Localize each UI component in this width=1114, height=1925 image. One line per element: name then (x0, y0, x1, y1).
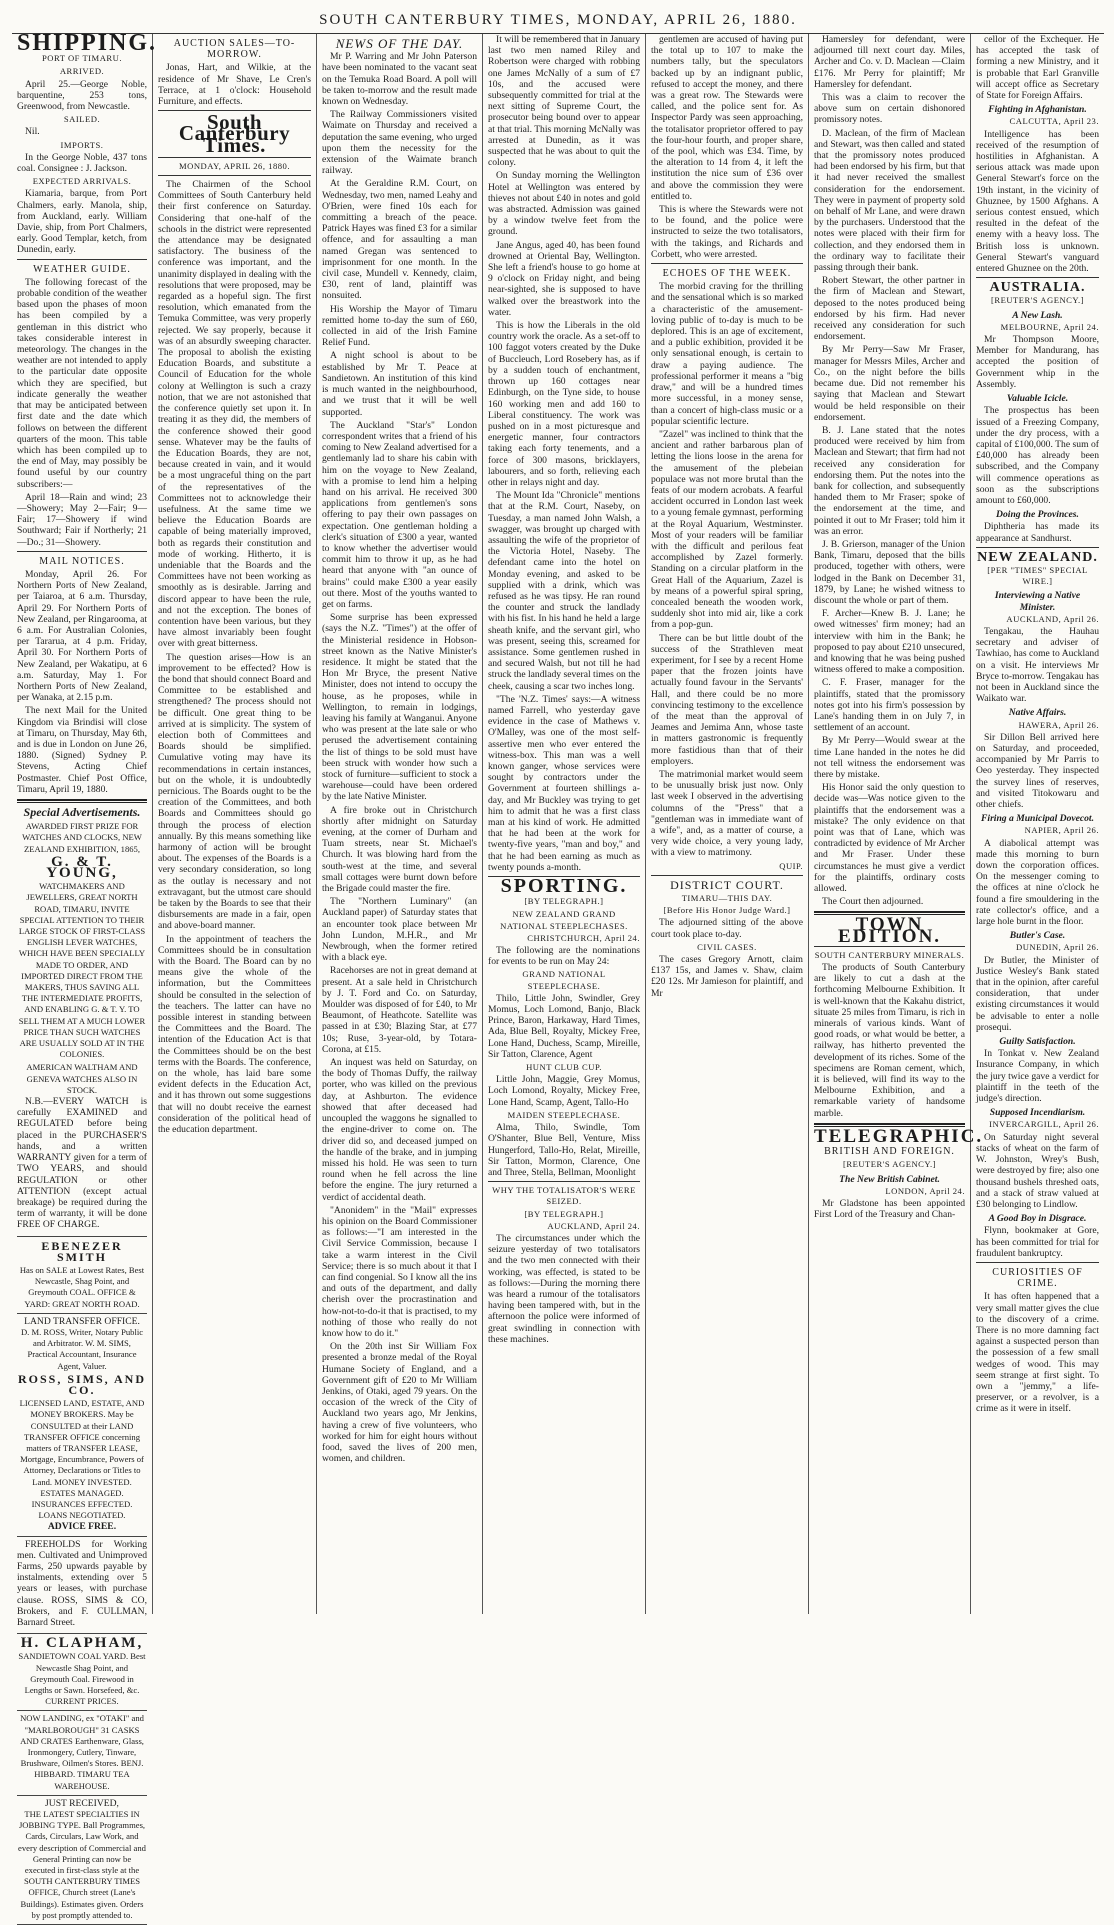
expected-text: Kiamaria, barque, from Port Chalmers, early. Manola, ship, from Auckland, early. William Davie, ship, from Port Chalmers, early. Good Templar, ketch, from Dunedin, early. (17, 188, 147, 256)
court-paragraph: By Mr Perry—Saw Mr Fraser, manager for Messrs Miles, Archer and Co., on the night before the bills became due. Did not remember his saying that Maclean and Stewart would be held responsible on their endorsement. (814, 344, 965, 423)
minerals-heading: SOUTH CANTERBURY MINERALS. (814, 949, 965, 960)
grand-national-heading: GRAND NATIONAL STEEPLECHASE. (522, 969, 606, 991)
court-paragraph: F. Archer—Knew B. J. Lane; he owed witnesses' firm money; had an interview with him in the Bank; he proposed to pay about £210 unsecured, and knowing that he was being pushed witness offered to make a composition. (814, 608, 965, 676)
expected-label: EXPECTED ARRIVALS. (32, 176, 132, 187)
news-paragraph: The "Northern Luminary" (an Auckland paper) of Saturday states that an encounter took place between Mr John Lundon, M.H.R., and Mr Newbrough, when the former retired with a black eye. (322, 896, 477, 964)
waltham-line: AMERICAN WALTHAM AND GENEVA WATCHES ALSO IN STOCK. (26, 1062, 138, 1095)
printing-ad (17, 1796, 147, 1925)
news-paragraph: A fire broke out in Christchurch shortly after midnight on Saturday evening, at the corner of Durham and Tuam streets, near St. Michael's Church. It was blowing hard from the south-west at the time, and several small cottages were burnt down before the Brigade could master the fire. (322, 804, 477, 895)
court-paragraph: This was a claim to recover the above sum on certain dishonored promissory notes. (814, 92, 965, 126)
hunt-club-heading: HUNT CLUB CUP. (526, 1062, 602, 1073)
echoes-paragraph: There can be but little doubt of the success of the Strathleven meat experiment, for I see by a recent Home paper that the frozen joints have actually found favour in the Servants' Hall, and there could be no more convincing testimony to the excellence of the meat than the approval of Jeames and Jemima Ann, whose taste in matters gastronomic is frequently more fastidious than that of their employers. (651, 632, 803, 767)
page-masthead: SOUTH CANTERBURY TIMES, MONDAY, APRIL 26, 1880. (12, 8, 1104, 34)
mail-note: The next Mail for the United Kingdom via Brindisi will close at Timaru, on Thursday, May 6th, and is due in London on June 26, 1880. (Signed) Sydney P. Stevens, Acting Chief Postmaster. Chief Post Office, Timaru, April 19, 1880. (17, 705, 147, 795)
news-paragraph: His Worship the Mayor of Timaru remitted home to-day the sum of £60, collected in aid of the Irish Famine Relief Fund. (322, 303, 477, 349)
news-paragraph: gentlemen are accused of having put the total up to 107 to make the numbers tally, but the speculators backed up by an indignant public, refused to accept the money, and there was a great row. The Stewards were called, and the police sent for. As Inspector Pardy was seen approaching, the totalisator proprietor offered to pay the four-hour fourth, and proper share, of the pool, which was £34. Time, by the alteration to 14 from 4, it left the institution the nice sum of £36 over and above the commission they were entitled to. (651, 34, 803, 202)
reuter-tag: [REUTER'S AGENCY.] (991, 295, 1084, 306)
divider (158, 157, 311, 158)
court-paragraph: B. J. Lane stated that the notes produced were received by him from Maclean and Stewart; that firm had not received any consideration for endorsing them. Put the notes into the bank for collection, and subsequently handed them to Mr Fraser; spoke of the endorsement at the time, and pointed it out to Mr Fraser; told him it was an error. (814, 424, 965, 537)
cabinet-heading: The New British Cabinet. (839, 1173, 940, 1185)
divider (158, 175, 311, 176)
telegram-paragraph: The prospectus has been issued of a Freezing Company, under the dry process, with a capital of £100,000. The sum of £40,000 has already been subscribed, and the Company will commence operations as soon as the subscriptions amount to £60,000. (976, 405, 1099, 506)
received-text: THE LATEST SPECIALTIES IN JOBBING TYPE. Ball Programmes, Cards, Circulars, Law Work, and every description of Commercial and General Printing can now be executed in first-class style at the SOUTH CANTERBURY TIMES OFFICE, Church street (Lane's Buildings). Estimates given. Orders by post promptly attended to. (18, 1809, 146, 1920)
young-text: WATCHMAKERS AND JEWELLERS, GREAT NORTH ROAD, TIMARU, INVITE SPECIAL ATTENTION TO THEIR LARGE STOCK OF FIRST-CLASS ENGLISH LEVER WATCHES, WHICH HAVE BEEN SPECIALLY MADE TO ORDER, AND IMPORTED DIRECT FROM THE MAKERS, THUS SAVING ALL THE INTERMEDIATE PROFITS, AND ENABLING G. & T. Y. TO SELL THEM AT A MUCH LOWER PRICE THAN SUCH WATCHES ARE USUALLY SOLD AT IN THE COLONIES. (18, 881, 146, 1060)
court-paragraph: D. Maclean, of the firm of Maclean and Stewart, was then called and stated that the promissory notes produced had been endorsed by his firm, but that it had never received the smallest consideration for the endorsement. They were in payment of property sold on behalf of Mr Lane, and were drawn by the purchasers. Understood that the notes were placed with their firm for collection, and they endorsed them in the ordinary way to facilitate their passing through their bank. (814, 127, 965, 274)
totalisator-heading: WHY THE TOTALISATOR'S WERE SEIZED. (492, 1185, 636, 1207)
special-wire-tag: [PER "TIMES" SPECIAL WIRE.] (987, 564, 1088, 587)
grand-national-list: Thilo, Little John, Swindler, Grey Momus, Loch Lomond, Banjo, Black Prince, Baron, Harkaway, Hard Times, Ada, Blue Bell, Royalty, Mickey Free, Lone Hand, Duchess, Scamp, Mireille, Sir Tatton, Clarence, Agent (488, 992, 640, 1060)
divider (488, 1181, 640, 1182)
mail-heading: MAIL NOTICES. (39, 555, 125, 567)
clapham-name: H. CLAPHAM, (20, 1635, 144, 1652)
divider (976, 277, 1099, 278)
dovecot-heading: Firing a Municipal Dovecot. (981, 813, 1094, 825)
arrived-label: ARRIVED. (59, 66, 105, 77)
smith-ad (17, 1237, 147, 1314)
telegram-paragraph: Sir Dillon Bell arrived here on Saturday, and proceeded, accompanied by Mr Parris to Oeo yesterday. They inspected the survey lines of reserves, and visited Titokowaru and other chiefs. (976, 731, 1099, 810)
news-heading: NEWS OF THE DAY. (335, 36, 464, 51)
mail-text: Monday, April 26. For Northern Ports of New Zealand, per Taiaroa, at 6 a.m. Thursday, April 29. For Northern Ports of New Zealand, per Ringarooma, at 6 a.m. For Australian Colonies, per Tararua, at 4 p.m. Friday, April 30. For Northern Ports of New Zealand, per Wakatipu, at 6 a.m. Saturday, May 1. For Northern Ports of New Zealand, per Wanaka, at 2.15 p.m. (17, 568, 147, 704)
christchurch-dateline: CHRISTCHURCH, April 24. (527, 932, 640, 943)
column-shipping (12, 30, 158, 1920)
hibbard-ad (17, 1711, 147, 1795)
editorial-paragraph: The question arises—How is an improvement to be effected? How is the bond that should connect Board and Committee to be established and strengthened? The process should not be difficult. One great thing to be arrived at is simplicity. The system of election both of Committees and Boards should be simplified. Cumulative voting may have its recommendations in certain instances, but on the whole, it is undoubtedly pernicious. The Boards ought to be the creation of the Committees, and both Boards and Committees should go through the process of election annually. By this means something like harmony of action will be brought about. The expenses of the Boards is a very secondary consideration, so long as the outlay is necessary and not extravagant, but the utmost care should be taken by the Boards to see that their disbursements are made in a fair, open and above-board manner. (158, 651, 311, 932)
news-paragraph: Racehorses are not in great demand at present. At a sale held in Christchurch by J. T. Ford and Co. on Saturday, Moulder was disposed of for £40, to Mr Beaumont, of Heathcote. Satellite was passed in at £30; Blazing Star, at £77 10s; Ruse, 3-year-old, by Totara-Corona, at £15. (322, 965, 477, 1055)
news-paragraph: An inquest was held on Saturday, on the body of Thomas Duffy, the railway porter, who was killed on the previous day, at Ashburton. The evidence showed that after deceased had uncoupled the waggons he signalled to the engine-driver to come on. The driver did so, and deceased jumped on the handle of the brake, and in jumping missed his hold. He was seen to turn round when he fell across the line before the engine. The jury returned a verdict of accidental death. (322, 1057, 477, 1203)
totalisator-text: The circumstances under which the seizure yesterday of two totalisators and the two men connected with their working, was effected, is stated to be as follows:—During the morning there was heard a rumour of the totalisators having been tampered with, but in the afternoon the police were informed of great swindling in connection with these machines. (488, 1232, 640, 1345)
clapham-ad (17, 1634, 147, 1711)
court-paragraph: His Honor said the only question to decide was—Was notice given to the plaintiffs that the endorsement was a mistake? The only evidence on that point was that of Lane, which was contradicted by evidence of Mr Archer and Mr Fraser. Under these circumstances he must give a verdict for the plaintiffs, ordinary costs allowed. (814, 782, 965, 895)
divider (651, 875, 803, 876)
news-paragraph: Jane Angus, aged 40, has been found drowned at Oriental Bay, Wellington. She left a friend's house to go home at 9 o'clock on Friday night, and being near-sighted, she is supposed to have walked over the breastwork into the water. (488, 239, 640, 318)
afghan-heading: Fighting in Afghanistan. (988, 104, 1087, 116)
lash-heading: A New Lash. (1012, 309, 1063, 321)
news-paragraph: This is where the Stewards were not to be found, and the police were instructed to seize the two totalisators, with the takings, and Richards and Corbett, who were arrested. (651, 204, 803, 260)
auction-text: Jonas, Hart, and Wilkie, at the residence of Mr Shave, Le Cren's Terrace, at 1 o'clock: Household Furniture, and effects. (158, 62, 311, 108)
landing-text: NOW LANDING, ex "OTAKI" and "MARLBOROUGH" 31 CASKS AND CRATES Earthenware, Glass, Ironmongery, Cutlery, Tinware, Brushware, Oilmen's Stores. BENJ. HIBBARD. TIMARU TEA WAREHOUSE. (20, 1713, 144, 1791)
young-watches-ad (17, 819, 147, 1236)
telegram-paragraph: In Tonkat v. New Zealand Insurance Company, in which the jury twice gave a verdict for plaintiff in the teeth of the judge's direction. (976, 1048, 1099, 1105)
echoes-paragraph: The morbid craving for the thrilling and the sensational which is so marked a characteristic of the amusement-loving public of to-day is much to be deplored. This is an age of excitement, and a public exhibition, provided it be only sensational enough, is certain to draw a paying audience. The professional performer it means a "big draw," and will be a hundred times more successful, in a money sense, than a concert of high-class music or a popular scientific lecture. (651, 281, 803, 427)
court-paragraph: Robert Stewart, the other partner in the firm of Maclean and Stewart, deposed to the notes produced being endorsed by his firm. Had never received any consideration for such endorsement. (814, 275, 965, 343)
civil-cases-text: The cases Gregory Arnott, claim £137 15s, and James v. Shaw, claim £20 12s. Mr Jamieson for plaintiff, and Mr (651, 954, 803, 999)
news-paragraph: The Auckland "Star's" London correspondent writes that a friend of his coming to New Zealand advertised for a gentlemanly lad to share his cabin with him on the voyage to New Zealand, with a promise to lend him a helping hand on his arrival. He received 300 applications from gentlemen's sons offering to pay their own passages on expectation. One gentleman holding a clerk's situation of £300 a year, wanted to know whether the advertiser would commit him to throw it up, as he had heard that anyone with "an ounce of brains" could make £300 a year easily out there. Most of the youths wanted to get on farms. (322, 419, 477, 610)
editorial-dateline: MONDAY, APRIL 26, 1880. (179, 160, 290, 171)
auckland-dateline: AUCKLAND, April 24. (547, 1220, 640, 1231)
shipping-heading: SHIPPING. (17, 30, 158, 56)
weather-list: April 18—Rain and wind; 23—Showery; May 2—Fair; 9—Fair; 17—Showery if wind Southward; Fair if Northerly; 21—Do.; 31—Showery. (17, 491, 147, 548)
news-paragraph: The Railway Commissioners visited Waimate on Thursday and received a deputation the same evening, who urged upon them the necessity for the extension of the Waimate branch railway. (322, 109, 477, 177)
steeplechase-heading: NEW ZEALAND GRAND NATIONAL STEEPLECHASES. (500, 909, 628, 931)
quip-signature: QUIP. (779, 860, 803, 871)
divider (976, 1262, 1099, 1263)
telegram-paragraph: Intelligence has been received of the resumption of hostilities in Afghanistan. A serious attack was made upon General Stewart's force on the 19th instant, in the vicinity of Ghuznee, by 1500 Afghans. A serious contest ensued, which resulted in the defeat of the enemy with a heavy loss. The British loss is unknown. General Stewart's vanguard entered Ghuznee on the 20th. (976, 128, 1099, 275)
sporting-heading: SPORTING. (500, 875, 628, 898)
provinces-heading: Doing the Provinces. (996, 509, 1079, 521)
invercargill-dateline: INVERCARGILL, April 26. (989, 1119, 1099, 1130)
imports-text: In the George Noble, 437 tons coal. Consignee : J. Jackson. (17, 151, 147, 175)
column-news-of-the-day (317, 34, 483, 1614)
divider (17, 551, 147, 552)
news-paragraph: "The 'N.Z. Times' says:—A witness named Farrell, who yesterday gave evidence in the case of Mathews v. O'Malley, was one of the most self-assertive men who ever entered the witness-box. This man was a well known ganger, whose services were sought by contractors under the Government at fourteen shillings a-day, and Mr Buckley was trying to get him to admit that he was a first class man at his kind of work. He admitted that he had been at the work for twenty-five years, "man and boy," and that he had been earning as much as twenty pounds a-month. (488, 693, 640, 873)
telegram-paragraph: Flynn, bookmaker at Gore, has been committed for trial for fraudulent bankruptcy. (976, 1225, 1099, 1259)
land-heading: LAND TRANSFER OFFICE. (24, 1315, 140, 1327)
maiden-heading: MAIDEN STEEPLECHASE. (507, 1109, 621, 1120)
smith-text: Has on SALE at Lowest Rates, Best Newcastle, Shag Point, and Greymouth COAL. OFFICE & YARD: GREAT NORTH ROAD. (19, 1264, 145, 1309)
sailed-label: SAILED. (63, 114, 101, 125)
crime-paragraph: It has often happened that a very small matter gives the clue to the discovery of a crime. There is no more damning fact against a suspected person than the possession of a few small wedges of wood. This may seem strange at first sight. To own a "jemmy," a life-preserver, or a revolver, is a crime as it were in itself. (976, 1291, 1099, 1415)
news-paragraph: Some surprise has been expressed (says the N.Z. "Times") at the offer of the Ministerial residence in Hobson-street known as the Native Minister's residence. It might be stated that the Hon Mr Bryce, the present Native Minister, does not intend to occupy the house, as he proposes, while in Wellington, to remain in lodgings, leaving his family at Wanganui. Anyone who was present at the late sale or who perused the advertisement containing the list of things to be sold must have been struck with wonder how such a stock of furniture—sufficient to stock a warehouse—could have been ordered by the late Native Minister. (322, 612, 477, 803)
napier-dateline: NAPIER, April 26. (1024, 825, 1099, 836)
news-paragraph: On the 20th inst Sir William Fox presented a bronze medal of the Royal Humane Society of England, and a Government gift of £20 to Mr William Jenkins, of Otaki, aged 79 years. On the occasion of the wreck of the City of Auckland two years ago, Mr Jenkins, having a crew of five volunteers, who worked for him for eight hours without food, saved the lives of 200 men, women, and children. (322, 1341, 477, 1465)
butlers-heading: Butler's Case. (1009, 930, 1066, 942)
nominations-intro: The following are the nominations for events to be run on May 24: (488, 945, 640, 968)
column-container (12, 30, 1104, 1920)
new-zealand-heading: NEW ZEALAND. (977, 549, 1098, 565)
maiden-list: Alma, Thilo, Swindle, Tom O'Shanter, Blue Bell, Venture, Miss Hungerford, Tallo-Ho, Relat, Mireille, Sir Tatton, Mormon, Clarence, One and Three, Stella, Bellman, Moonlight (488, 1122, 640, 1178)
divider (651, 263, 803, 264)
news-paragraph: "Anonidem" in the "Mail" expresses his opinion on the Board Commissioner as follows:—"I am interested in the Civil Service Commission, because I take a warm interest in the Civil Service; there is so much about it that I can find congenial. So I know all the ins and outs of the department, and dally cherish over the procrastination and how-not-to-do-it that is practised, to my nothing of those who really do not know how to do it." (322, 1204, 477, 1339)
minerals-text: The products of South Canterbury are likely to cut a dash at the forthcoming Melbourne Exhibition. It is well-known that the Kakahu district, situate 25 miles from Timaru, is rich in minerals of various kinds. Want of good roads, or what would be better, a railway, has hitherto prevented the development of its riches. Some of the specimens are Roman cement, which, it is believed, will find its way to the Melbourne Exhibition, and a remarkable variety of handsome marble. (814, 962, 965, 1119)
telegram-paragraph: Diphtheria has made its appearance at Sandhurst. (976, 521, 1099, 544)
column-news-sporting (483, 34, 646, 1614)
native-affairs-heading: Native Affairs. (1008, 707, 1067, 719)
melbourne-dateline: MELBOURNE, April 24. (1000, 321, 1099, 332)
column-echoes (646, 34, 809, 1614)
advice-line: ADVICE FREE. (47, 1521, 117, 1533)
dunedin-dateline: DUNEDIN, April 26. (1016, 942, 1099, 953)
land-transfer-ad (17, 1314, 147, 1537)
news-paragraph: On Sunday morning the Wellington Hotel at Wellington was entered by thieves not about £40 in notes and gold was abstracted. Admission was gained by a window twelve feet from the ground. (488, 170, 640, 238)
incendiarism-heading: Supposed Incendiarism. (989, 1107, 1086, 1119)
reuter-tag: [REUTER'S AGENCY.] (843, 1159, 936, 1170)
court-paragraph: C. F. Fraser, manager for the plaintiffs, stated that the promissory notes got into his firm's possession by Lane's handing them in on July 7, in settlement of an account. (814, 677, 965, 734)
district-court-heading: DISTRICT COURT. (670, 877, 784, 892)
hawera-dateline: HAWERA, April 26. (1018, 719, 1099, 730)
calcutta-dateline: CALCUTTA, April 23. (1009, 116, 1099, 127)
civil-cases-label: CIVIL CASES. (697, 941, 757, 952)
telegram-paragraph: On Saturday night several stacks of wheat on the farm of W. Johnston, Wrey's Bush, were destroyed by fire; also one thousand bushels threshed oats, and a stack of straw valued at £30 belonging to Lindlow. (976, 1131, 1099, 1210)
ross-sims-name: ROSS, SIMS, AND CO. (17, 1371, 147, 1397)
divider (17, 799, 147, 803)
telegram-paragraph: A diabolical attempt was made this morning to burn down the corporation offices. On the messenger coming to the offices at nine o'clock he found a fire smouldering in the rate collector's office, and a large hole burnt in the floor. (976, 837, 1099, 928)
british-foreign-heading: BRITISH AND FOREIGN. (824, 1146, 955, 1158)
column-telegrams (971, 34, 1104, 1614)
telegram-paragraph: Mr Thompson Moore, Member for Mandurang, has accepted the position of Government whip in the Assembly. (976, 334, 1099, 390)
news-paragraph: This is how the Liberals in the old country work the oracle. As a set-off to 100 faggot voters created by the Duke of Buccleuch, Lord Rosebery has, as if by a sudden touch of enchantment, thrown up 160 cottages near Edinburgh, on the Tyne side, to house 160 working men and add 160 to Liberal constituency. The work was pushed on in a most picturesque and energetic manner, four contractors taking each forty tenements, and a force of 300 masons, bricklayers, labourers, and so forth, relieving each other in relays night and day. (488, 320, 640, 488)
weather-heading: WEATHER GUIDE. (33, 263, 131, 275)
court-paragraph: J. B. Grierson, manager of the Union Bank, Timaru, deposed that the bills produced, together with others, were lodged in the Bank on December 31, 1879, by Lane; he wished witness to discount the whole or part of them. (814, 538, 965, 606)
special-ads-heading: Special Advertisements. (23, 805, 141, 819)
court-text: The adjourned sitting of the above court took place to-day. (651, 917, 803, 940)
telegram-paragraph: Dr Butler, the Minister of Justice Wesley's Bank stated that in the opinion, after careful consideration, that under existing circumstances it would be advisable to enter a nolle prosequi. (976, 954, 1099, 1033)
imports-label: IMPORTS. (60, 139, 104, 150)
news-paragraph: At the Geraldine R.M. Court, on Wednesday, two men, named Leahy and O'Brien, were fined 10s each for committing a breach of the peace. Patrick Hayes was fined £3 for a similar offence, and for assaulting a man named Gregan was sentenced to imprisonment for one month. In the civil case, Mundell v. Kennedy, claim, £30, rent of land, plaintiff was nonsuited. (322, 178, 477, 302)
icicle-heading: Valuable Icicle. (1006, 393, 1069, 405)
freeholds-text: FREEHOLDS for Working men. Cultivated and Unimproved Farms, 250 upwards payable by instalments, extending over 5 years or leases, with purchase clause. ROSS, SIMS & CO, Brokers, and F. CULLMAN, Barnard Street. (17, 1538, 147, 1629)
telegraphic-heading: TELEGRAPHIC. (814, 1125, 984, 1147)
news-paragraph: The Mount Ida "Chronicle" mentions that at the R.M. Court, Naseby, on Tuesday, a man named John Walsh, a swagger, was brought up charged with assaulting the wife of the proprietor of the Victoria Hotel, Naseby. The defendant came into the hotel on Monday evening, and asked to be supplied with a drink, which was refused as he was tipsy. He ran round the counter and struck the landlady with his fist. In his hand he held a large sheath knife, and the servant girl, who was present, seeing this, screamed for assistance. Some gentlemen rushed in and secured Walsh, but not till he had struck the landlady several times on the cheek, causing a scar two inches long. (488, 490, 640, 692)
australia-heading: AUSTRALIA. (989, 280, 1086, 296)
court-judge: [Before His Honor Judge Ward.] (663, 905, 791, 916)
telegram-paragraph: cellor of the Exchequer. He has accepted the task of forming a new Ministry, and it is probable that Earl Granville will accept office as Secretary of State for Foreign Affairs. (976, 34, 1099, 102)
court-paragraph: The Court then adjourned. (822, 896, 924, 908)
court-paragraph: Hamersley for defendant, were adjourned till next court day. Miles, Archer and Co. v. D. Maclean —Claim £176. Mr Perry for plaintiff; Mr Hamersley for defendant. (814, 34, 965, 90)
echoes-heading: ECHOES OF THE WEEK. (662, 268, 792, 280)
satisfaction-heading: Guilty Satisfaction. (999, 1036, 1076, 1048)
town-edition-heading: TOWN EDITION. (837, 914, 942, 947)
court-dateline: TIMARU—THIS DAY. (681, 893, 773, 904)
native-minister-heading: Interviewing a Native Minister. (994, 590, 1081, 613)
auction-heading: AUCTION SALES—TO-MORROW. (173, 38, 296, 61)
freeholds-ad (17, 1537, 147, 1635)
crime-heading: CURIOSITIES OF CRIME. (992, 1266, 1083, 1290)
young-name: G. & T. YOUNG, (46, 853, 118, 882)
by-telegraph: [BY TELEGRAPH.] (524, 896, 604, 907)
echoes-paragraph: The matrimonial market would seem to be unusually brisk just now. Only last week I observed in the advertising columns of the "Press" that a "gentleman was in immediate want of a wife", and, as a matter of course, a very wide choice, a very young lady, with a view to matrimony. (651, 769, 803, 859)
london-dateline: LONDON, April 24. (885, 1185, 965, 1196)
by-telegraph: [BY TELEGRAPH.] (524, 1208, 604, 1219)
warranty-note: N.B.—EVERY WATCH is carefully EXAMINED and REGULATED before being placed in the PURCHASER'S hands, and a written WARRANTY given for a term of TWO YEARS, and should REGULATION or other ATTENTION (except actual breakage) be required during the term of warranty, it will be done FREE OF CHARGE. (17, 1096, 147, 1231)
clapham-text: SANDIETOWN COAL YARD. Best Newcastle Shag Point, and Greymouth Coal. Firewood in Lengths or Sawn. Horsefeed, &c. CURRENT PRICES. (18, 1651, 146, 1707)
newspaper-title: South Canterbury Times. (178, 110, 291, 157)
echoes-paragraph: "Zazel" was inclined to think that the ancient and rather barbarous plan of letting the lions loose in the arena for the amusement of the plebeian populace was not more brutal than the feats of our modern acrobats. A fearful accident occurred in London last week to a young female gymnast, performing at the Royal Aquarium, Westminster. Most of your readers will be familiar with the difficult and perilous feat accomplished by Zazel formerly. Standing on a circular platform in the Great Hall of the Aquarium, Zazel is by means of a powerful spiral spring, concealed beneath the wooden work, suddenly shot into mid air, like a cork from a pop-gun. (651, 428, 803, 631)
land-text: D. M. ROSS, Writer, Notary Public and Arbitrator. W. M. SIMS, Practical Accountant, Insurance Agent, Valuer. (20, 1326, 144, 1371)
news-paragraph: A night school is about to be established by Mr T. Peace at Sandietown. An institution of this kind is much wanted in the neighbourhood, and we trust that it will be well supported. (322, 350, 477, 418)
divider (976, 547, 1099, 548)
column-editorial (153, 34, 317, 1614)
editorial-paragraph: In the appointment of teachers the Committees should be in consultation with the Board. The Board can by no means give the whole of the information, but the Committees should be consulted in the selection of the teachers. The latter can have no possible interest in standing between the Committees and the Board. The intention of the Education Act is that the Committees should be on the best terms with the Boards. The conference, on the whole, has laid bare some evident defects in the Education Act, and it has thrown out some suggestions that will no doubt receive the earnest consideration of the political head of the education department. (158, 933, 311, 1136)
auckland-dateline: AUCKLAND, April 26. (1006, 613, 1099, 624)
smith-name: EBENEZER SMITH (41, 1238, 123, 1264)
arrived-text: April 25.—George Noble, barquentine, 253 tons, Greenwood, from Newcastle. (17, 78, 147, 113)
editorial-paragraph: The Chairmen of the School Committees of South Canterbury held their first conference on Saturday. Considering that one-half of the schools in the district were represented the attendance may be designated satisfactory. The business of the conference was important, and the unanimity displayed in dealing with the resolutions that were proposed, may be regarded as a hopeful sign. The first resolution, which emanated from the Temuka Committee, was very properly rejected. We say properly, because it was of an absurdly sweeping character. The proposal to abolish the existing Education Boards, and substitute a Council of Education for the whole colony at Wellington is such a crazy notion, that we are not astonished that the conference quietly set upon it. In treating it as they did, the members of the conference showed their good sense. Whatever may be the faults of the Education Boards, they are not, because created in vain, and it would be a most ungraceful thing on the part of the representatives of the Committees not to acknowledge their usefulness. At the same time we believe the Education Boards are capable of being materially improved, both as regards their constitution and mode of working. Hitherto, it is undeniable that the Boards and the Committees have not been working as smoothly as is desirable. Jarring and discord appear to have been the rule, and not the exception. The bones of contention have been various, but they have almost invariably been fought over with great bitterness. (158, 179, 311, 650)
news-paragraph: It will be remembered that in January last two men named Riley and Robertson were charged with robbing one James McNally of a sum of £7 10s, and the accused were subsequently committed for trial at the next sitting of Supreme Court, the prosecutor being bound over to appear at that trial. This morning McNally was arrested at Dunedin, as it was suspected that he was about to quit the colony. (488, 34, 640, 169)
port-heading: PORT OF TIMARU. (42, 53, 122, 64)
column-court-telegraphic (809, 34, 984, 1614)
sailed-text: Nil. (25, 126, 40, 138)
court-paragraph: By Mr Perry—Would swear at the time Lane handed in the notes he did not tell witness the endorsement was there by mistake. (814, 735, 965, 780)
news-paragraph: Mr P. Warring and Mr John Paterson have been nominated to the vacant seat on the Temuka Road Board. A poll will be taken to-morrow and the result made known on Wednesday. (322, 51, 477, 108)
divider (17, 259, 147, 260)
cabinet-text: Mr Gladstone has been appointed First Lord of the Treasury and Chan- (814, 1197, 965, 1221)
telegram-paragraph: Tengakau, the Hauhau secretary and adviser of Tawhiao, has come to Auckland on a visit. He interviews Mr Bryce to-morrow. Tengakau has not been in Auckland since the Waikato war. (976, 625, 1099, 705)
disgrace-heading: A Good Boy in Disgrace. (988, 1213, 1087, 1225)
ross-sims-text: LICENSED LAND, ESTATE, AND MONEY BROKERS. May be CONSULTED at their LAND TRANSFER OFFICE concerning matters of TRANSFER LEASE, Mortgage, Encumbrance, Powers of Attorney, Declarations or Titles to Land. MONEY INVESTED. ESTATES MANAGED. INSURANCES EFFECTED. LOANS NEGOTIATED. (19, 1398, 145, 1521)
weather-text: The following forecast of the probable condition of the weather based upon the phases of moon has been compiled by a gentleman in this district who takes considerable interest in meteorology. The changes in the weather are not intended to apply to the particular date opposite which they are specified, but indicate generally the weather that may be anticipated between first date and the date which follows on between the different quarters of the moon. This table which has been compiled up to the end of May, may possibly be found useful by our country subscribers:— (17, 276, 147, 490)
award-line: AWARDED FIRST PRIZE FOR WATCHES AND CLOCKS, NEW ZEALAND EXHIBITION, 1865, (22, 821, 142, 854)
received-heading: JUST RECEIVED, (45, 1797, 119, 1809)
hunt-club-list: Little John, Maggie, Grey Momus, Loch Lomond, Royalty, Mickey Free, Lone Hand, Scamp, Agent, Tallo-Ho (488, 1074, 640, 1108)
